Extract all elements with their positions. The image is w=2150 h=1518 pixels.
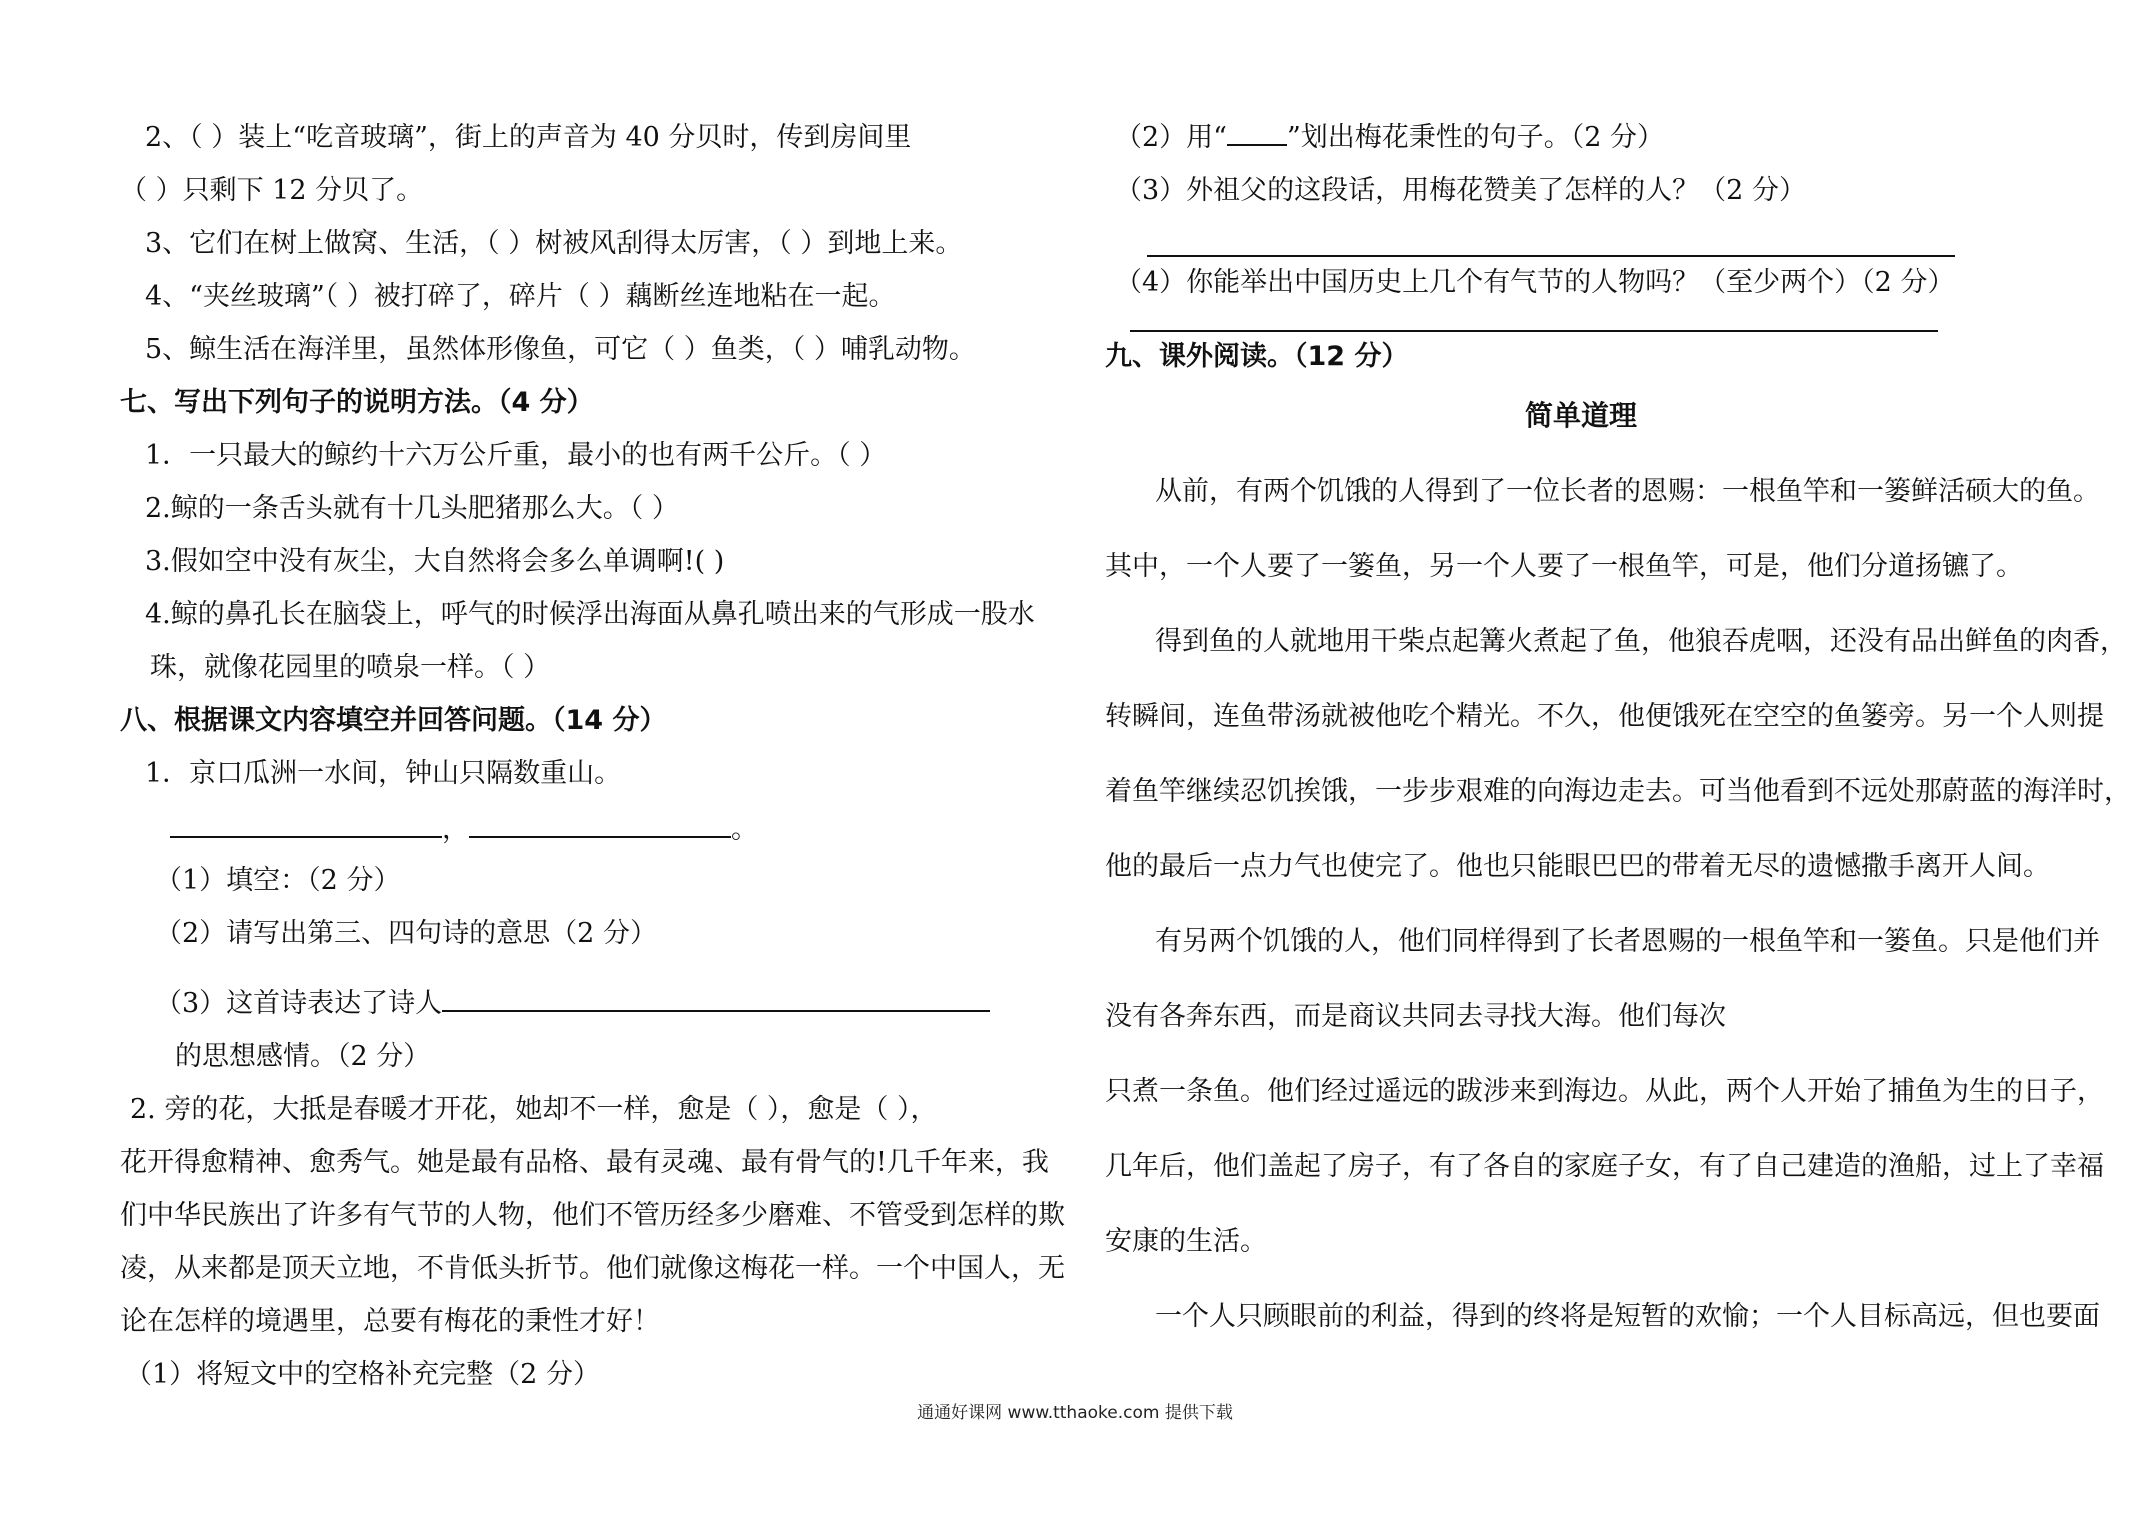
q8-sub4-answer-line[interactable]	[1130, 330, 1938, 332]
footer-credit: 通通好课网 www.tthaoke.com 提供下载	[917, 1403, 1233, 1423]
passage-p2-line2: 转瞬间，连鱼带汤就被他吃个精光。不久，他便饿死在空空的鱼篓旁。另一个人则提	[1105, 701, 2104, 732]
q8-para2-line1: 2. 旁的花，大抵是春暖才开花，她却不一样，愈是（ ），愈是（ ），	[130, 1094, 938, 1125]
q6-line-2a: 2、（ ）装上“吃音玻璃”，街上的声音为 40 分贝时，传到房间里	[145, 122, 912, 153]
q8-sub2	[1115, 118, 1664, 158]
passage-p3-line4: 几年后，他们盖起了房子，有了各自的家庭子女，有了自己建造的渔船，过上了幸福	[1105, 1151, 2104, 1182]
q7-sentence-2: 2.鲸的一条舌头就有十几头肥猪那么大。（ ）	[145, 493, 679, 524]
left-column	[120, 0, 1070, 1430]
q8-part-1: （1）填空：（2 分）	[155, 865, 401, 896]
q7-sentence-3: 3.假如空中没有灰尘，大自然将会多么单调啊!( )	[145, 546, 725, 577]
q8-poem-line: 1．京口瓜洲一水间，钟山只隔数重山。	[145, 758, 622, 789]
underline-sample	[1227, 122, 1287, 146]
q8-poem-fill-blanks	[170, 810, 758, 850]
passage-p2-line1: 得到鱼的人就地用干柴点起篝火煮起了鱼，他狼吞虎咽，还没有品出鲜鱼的肉香，	[1155, 626, 2127, 657]
poem-period: 。	[731, 814, 758, 845]
q8-part-2: （2）请写出第三、四句诗的意思（2 分）	[155, 918, 657, 949]
q6-line-4: 4、“夹丝玻璃”（ ）被打碎了，碎片（ ）藕断丝连地粘在一起。	[145, 281, 896, 312]
poem-comma: ，	[442, 814, 469, 845]
poet-feeling-blank[interactable]	[442, 988, 990, 1012]
passage-p4-line1: 一个人只顾眼前的利益，得到的终将是短暂的欢愉；一个人目标高远，但也要面	[1155, 1301, 2100, 1332]
q6-line-2b: （ ）只剩下 12 分贝了。	[120, 175, 424, 206]
passage-title: 简单道理	[1525, 399, 1638, 432]
q7-sentence-4a: 4.鲸的鼻孔长在脑袋上，呼气的时候浮出海面从鼻孔喷出来的气形成一股水	[145, 599, 1035, 630]
q8-sub1: （1）将短文中的空格补充完整（2 分）	[125, 1359, 600, 1390]
q8-part-3-label: （3）这首诗表达了诗人	[155, 988, 443, 1019]
passage-p2-line4: 他的最后一点力气也使完了。他也只能眼巴巴的带着无尽的遗憾撒手离开人间。	[1105, 851, 2050, 882]
passage-p3-line5: 安康的生活。	[1105, 1226, 1267, 1257]
q8-part-3	[155, 984, 990, 1024]
right-column	[1105, 0, 2131, 1430]
q8-part-3b: 的思想感情。（2 分）	[175, 1041, 431, 1072]
q8-sub2-post: ”划出梅花秉性的句子。（2 分）	[1286, 122, 1665, 153]
q8-para2-line3: 们中华民族出了许多有气节的人物，他们不管历经多少磨难、不管受到怎样的欺	[120, 1200, 1065, 1231]
q7-sentence-4b: 珠，就像花园里的喷泉一样。（ ）	[150, 652, 551, 683]
poem-blank-2[interactable]	[469, 814, 731, 838]
q7-heading: 七、写出下列句子的说明方法。（4 分）	[120, 387, 594, 418]
poem-blank-1[interactable]	[170, 814, 442, 838]
q8-heading: 八、根据课文内容填空并回答问题。（14 分）	[120, 705, 667, 736]
passage-p3-line3: 只煮一条鱼。他们经过遥远的跋涉来到海边。从此，两个人开始了捕鱼为生的日子，	[1105, 1076, 2104, 1107]
q8-sub4: （4）你能举出中国历史上几个有气节的人物吗？（至少两个）（2 分）	[1115, 267, 1955, 298]
passage-p1-line1: 从前，有两个饥饿的人得到了一位长者的恩赐：一根鱼竿和一篓鲜活硕大的鱼。	[1155, 476, 2100, 507]
q8-para2-line5: 论在怎样的境遇里，总要有梅花的秉性才好！	[120, 1306, 660, 1337]
q8-para2-line4: 凌，从来都是顶天立地，不肯低头折节。他们就像这梅花一样。一个中国人，无	[120, 1253, 1065, 1284]
q8-sub3: （3）外祖父的这段话，用梅花赞美了怎样的人？（2 分）	[1115, 175, 1806, 206]
q7-sentence-1: 1．一只最大的鲸约十六万公斤重，最小的也有两千公斤。（ ）	[145, 440, 887, 471]
passage-p2-line3: 着鱼竿继续忍饥挨饿，一步步艰难的向海边走去。可当他看到不远处那蔚蓝的海洋时，	[1105, 776, 2131, 807]
q8-para2-line2: 花开得愈精神、愈秀气。她是最有品格、最有灵魂、最有骨气的!几千年来，我	[120, 1147, 1049, 1178]
q9-heading: 九、课外阅读。（12 分）	[1105, 341, 1409, 372]
passage-p3-line2: 没有各奔东西，而是商议共同去寻找大海。他们每次	[1105, 1001, 1726, 1032]
q6-line-5: 5、鲸生活在海洋里，虽然体形像鱼，可它（ ）鱼类，（ ）哺乳动物。	[145, 334, 976, 365]
passage-p1-line2: 其中，一个人要了一篓鱼，另一个人要了一根鱼竿，可是，他们分道扬镳了。	[1105, 551, 2023, 582]
q8-sub2-pre: （2）用“	[1115, 122, 1227, 153]
passage-p3-line1: 有另两个饥饿的人，他们同样得到了长者恩赐的一根鱼竿和一篓鱼。只是他们并	[1155, 926, 2100, 957]
q8-sub3-answer-line[interactable]	[1147, 255, 1955, 257]
q6-line-3: 3、它们在树上做窝、生活，（ ）树被风刮得太厉害，（ ）到地上来。	[145, 228, 963, 259]
